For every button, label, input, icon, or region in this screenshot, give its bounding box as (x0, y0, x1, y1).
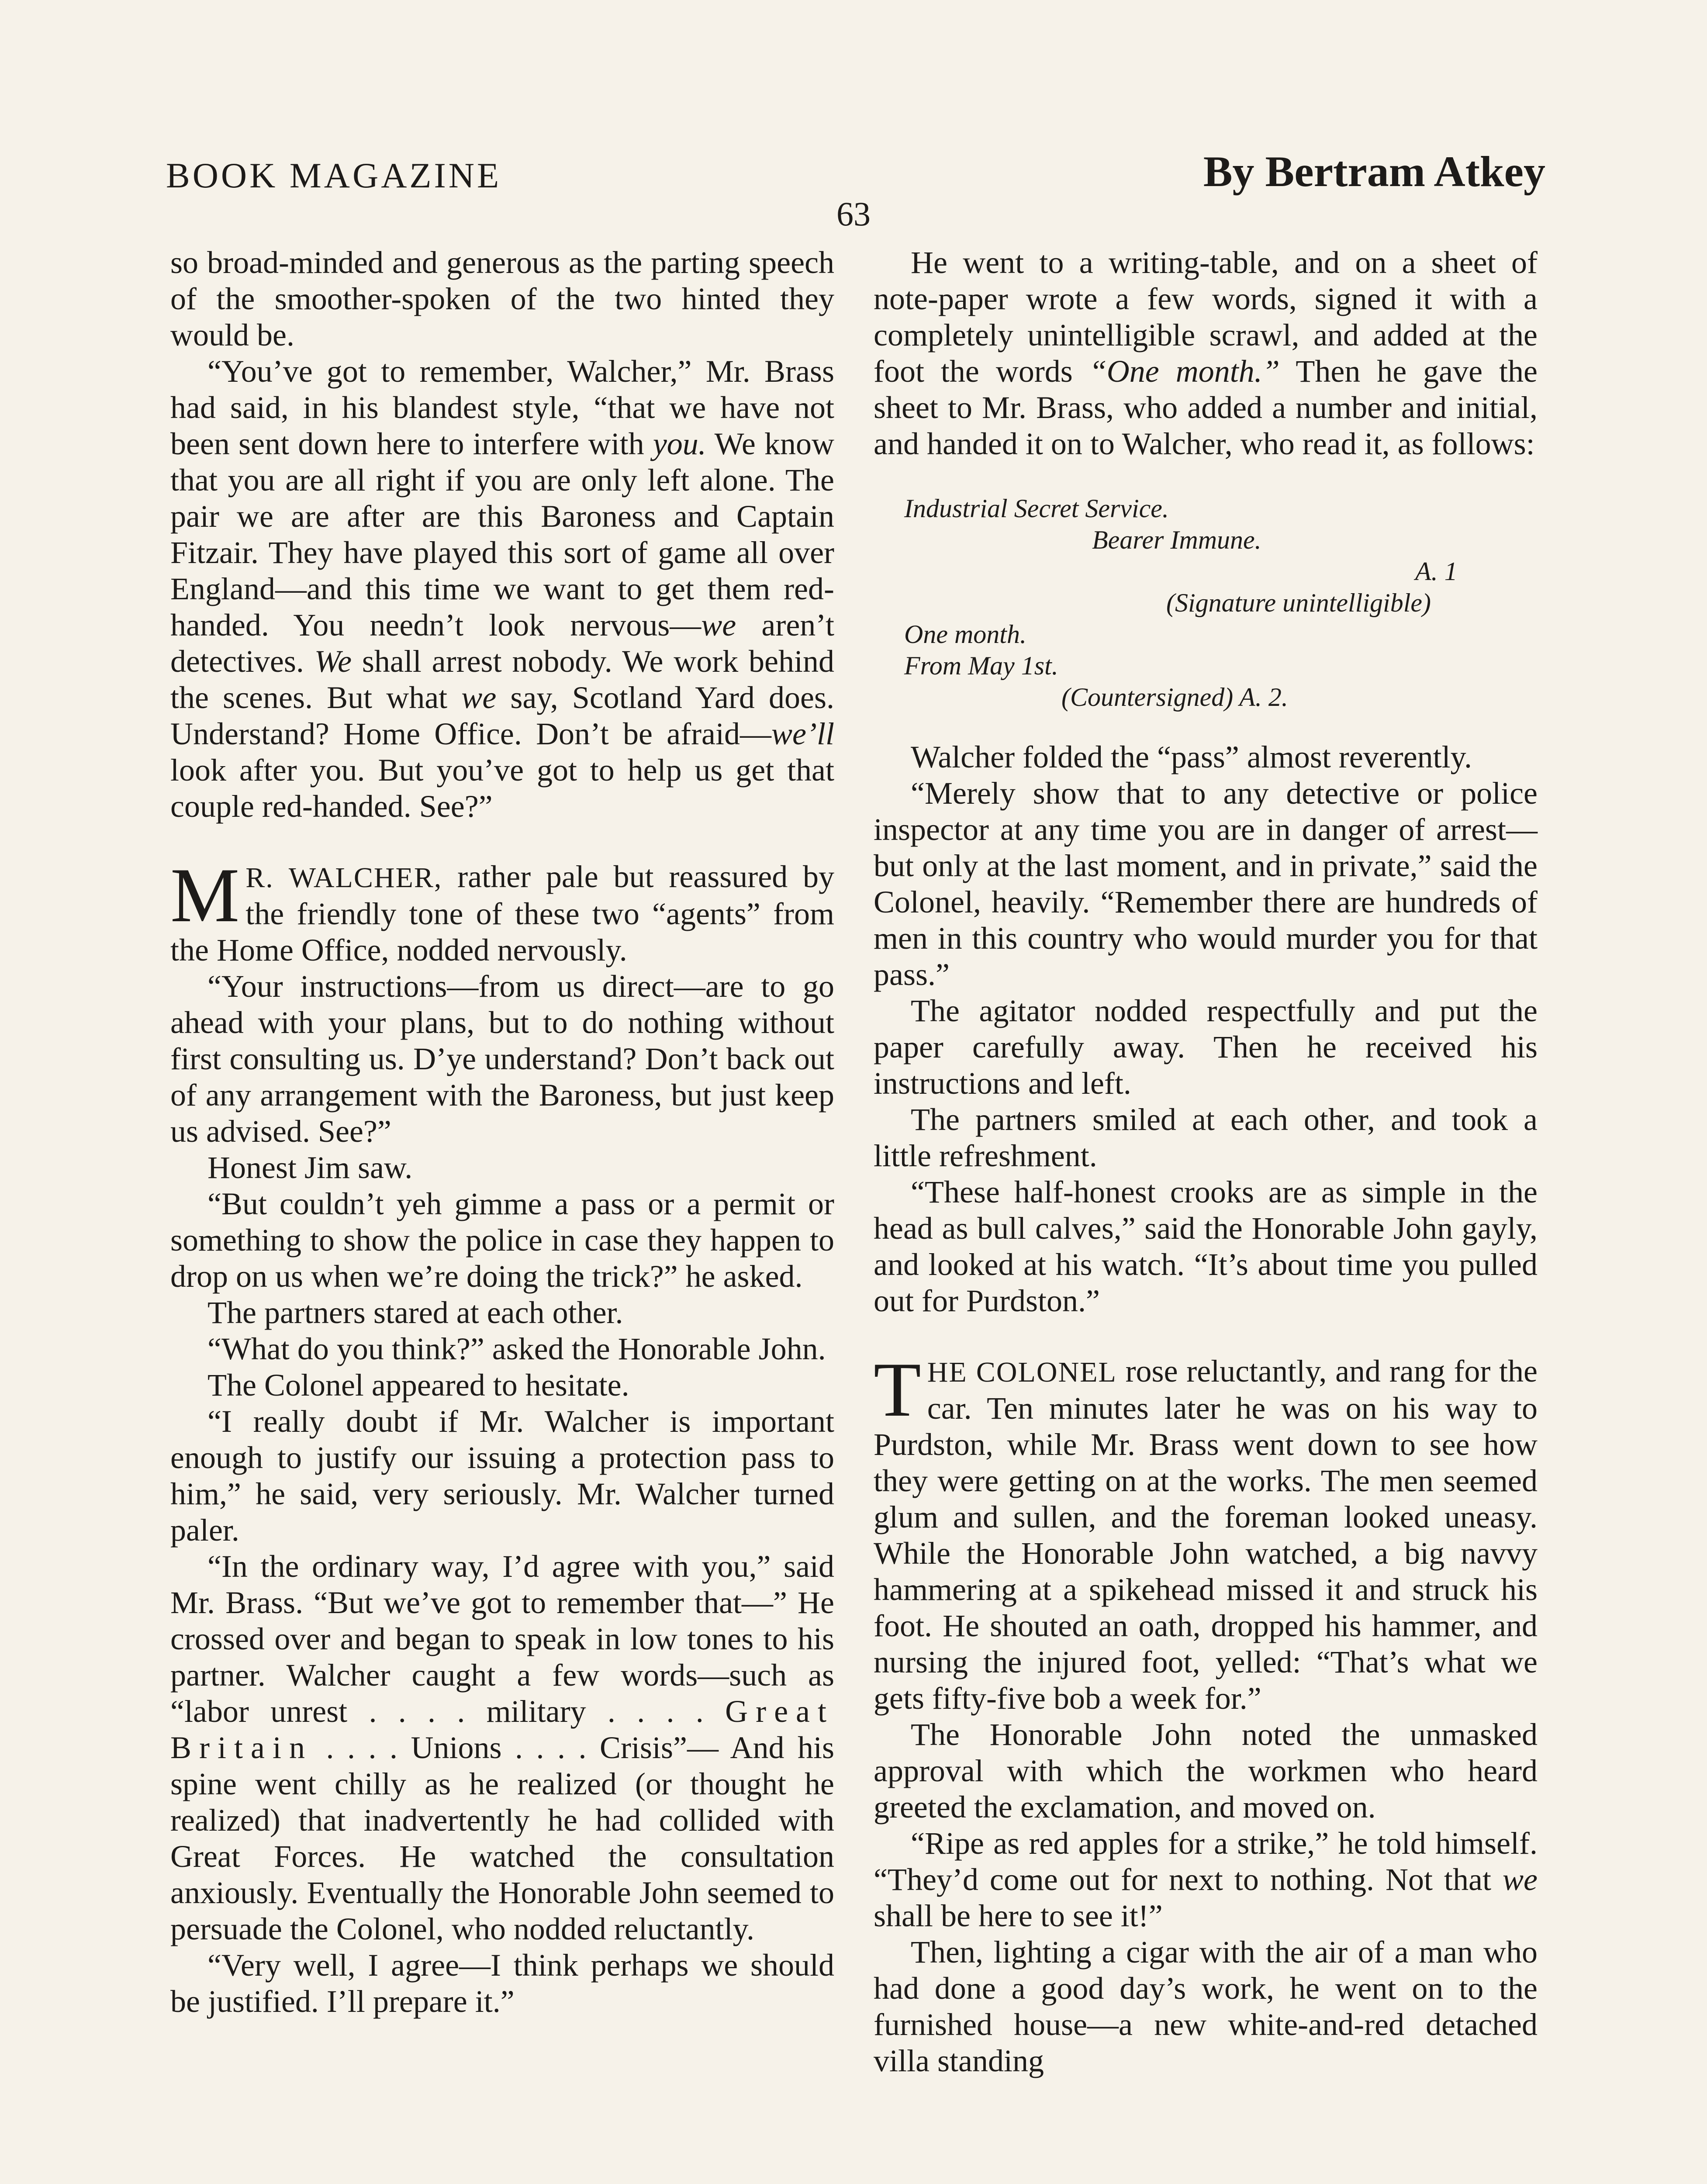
paragraph: Then, lighting a cigar with the air of a man who had done a good day’s work, he went on to the furnished house—a new white-and-red detached villa standing (874, 1935, 1538, 2078)
pass-line: Industrial Secret Service. (904, 494, 1169, 523)
magazine-title: BOOK MAGAZINE (166, 156, 502, 195)
paragraph: so broad-minded and generous as the parting speech of the smoother-spoken of the two hinted they would be. (170, 245, 834, 352)
paragraph: “Your instructions—from us direct—are to go ahead with your plans, but to do nothing without first consulting us. D’ye understand? Don’t back out of any arrangement with the Baroness, but just keep us advised. See?” (170, 969, 834, 1149)
paragraph: “I really doubt if Mr. Walcher is important enough to justify our issuing a protection pass to him,” he said, very seriously. Mr. Walcher turned paler. (170, 1404, 834, 1548)
author-byline: By Bertram Atkey (1203, 147, 1545, 196)
page-header (166, 146, 1545, 199)
paragraph: The partners smiled at each other, and took a little refreshment. (874, 1102, 1538, 1173)
left-column (170, 245, 834, 2020)
paragraph: “Ripe as red apples for a strike,” he told himself. “They’d come out for next to nothing. Not that we shall be here to see it!” (874, 1826, 1538, 1933)
section-break (874, 1319, 1538, 1353)
paragraph: “These half-honest crooks are as simple in the head as bull calves,” said the Honorable John gayly, and looked at his watch. “It’s about time you pulled out for Purdston.” (874, 1175, 1538, 1318)
paragraph: “You’ve got to remember, Walcher,” Mr. Brass had said, in his blandest style, “that we have not been sent down here to interfere with you. We know that you are all right if you are only left alone. The pair we are after are this Baroness and Captain Fitzair. They have played this sort of game all over England—and this time we want to get them red-handed. You needn’t look nervous—we aren’t detectives. We shall arrest nobody. We work behind the scenes. But what we say, Scotland Yard does. Understand? Home Office. Don’t be afraid—we’ll look after you. But you’ve got to help us get that couple red-handed. See?” (170, 354, 835, 824)
pass-line: One month. (904, 620, 1026, 649)
paragraph-dropcap: M R. WALCHER, rather pale but reassured by the friendly tone of these two “agents” from the Home Office, nodded nervously. (170, 852, 835, 968)
paragraph: “In the ordinary way, I’d agree with you,” said Mr. Brass. “But we’ve got to remember that—” He crossed over and began to speak in low tones to his partner. Walcher caught a few words—such as “labor unrest . . . . military . . . . Great Britain . . . . Unions . . . . Crisis”— And his spine went chilly as he realized (or thought he realized) that inadvertently he had collided with Great Forces. He watched the consultation anxiously. Eventually the Honorable John seemed to persuade the Colonel, who nodded reluctantly. (170, 1549, 834, 1946)
paragraph: The Honorable John noted the unmasked approval with which the workmen who heard greeted the exclamation, and moved on. (874, 1717, 1538, 1825)
paragraph: Honest Jim saw. (207, 1150, 413, 1185)
paragraph: The Colonel appeared to hesitate. (207, 1368, 629, 1403)
pass-line: Bearer Immune. (1092, 525, 1261, 554)
right-column (874, 245, 1538, 2079)
drop-cap: M (170, 852, 240, 938)
pass-line: (Countersigned) A. 2. (1061, 683, 1288, 712)
section-break (170, 825, 834, 859)
paragraph: “What do you think?” asked the Honorable John. (207, 1331, 826, 1366)
pass-line: A. 1 (1415, 557, 1458, 586)
page-number: 63 (836, 195, 871, 233)
paragraph: The partners stared at each other. (207, 1295, 623, 1330)
drop-cap: T (874, 1346, 921, 1433)
paragraph: The agitator nodded respectfully and put the paper carefully away. Then he received his instructions and left. (874, 993, 1538, 1101)
paragraph: Walcher folded the “pass” almost reverently. (911, 740, 1472, 774)
paragraph: “But couldn’t yeh gimme a pass or a permit or something to show the police in case they happen to drop on us when we’re doing the trick?” he asked. (170, 1186, 834, 1294)
pass-line: (Signature unintelligible) (1166, 588, 1431, 617)
pass-line: From May 1st. (904, 651, 1058, 680)
paragraph: “Very well, I agree—I think perhaps we should be justified. I’ll prepare it.” (170, 1948, 834, 2019)
paragraph: He went to a writing-table, and on a sheet of note-paper wrote a few words, signed it with a completely unintelligible scrawl, and added at the foot the words “One month.” Then he gave the sheet to Mr. Brass, who added a number and initial, and handed it on to Walcher, who read it, as follows: (874, 245, 1538, 461)
paragraph: “Merely show that to any detective or police inspector at any time you are in danger of arrest—but only at the last moment, and in private,” said the Colonel, heavily. “Remember there are hundreds of men in this country who would murder you for that pass.” (874, 776, 1538, 992)
pass-document (904, 493, 1538, 713)
paragraph-dropcap: THE COLONEL rose reluctantly, and rang for the car. Ten minutes later he was on his way to Purdston, while Mr. Brass went down to see how they were getting on at the works. The men seemed glum and sullen, and the foreman looked uneasy. While the Honorable John watched, a big navvy hammering at a spikehead missed it and struck his foot. He shouted an oath, dropped his hammer, and nursing the injured foot, yelled: “That’s what we gets fifty-five bob a week for.” (874, 1346, 1538, 1716)
